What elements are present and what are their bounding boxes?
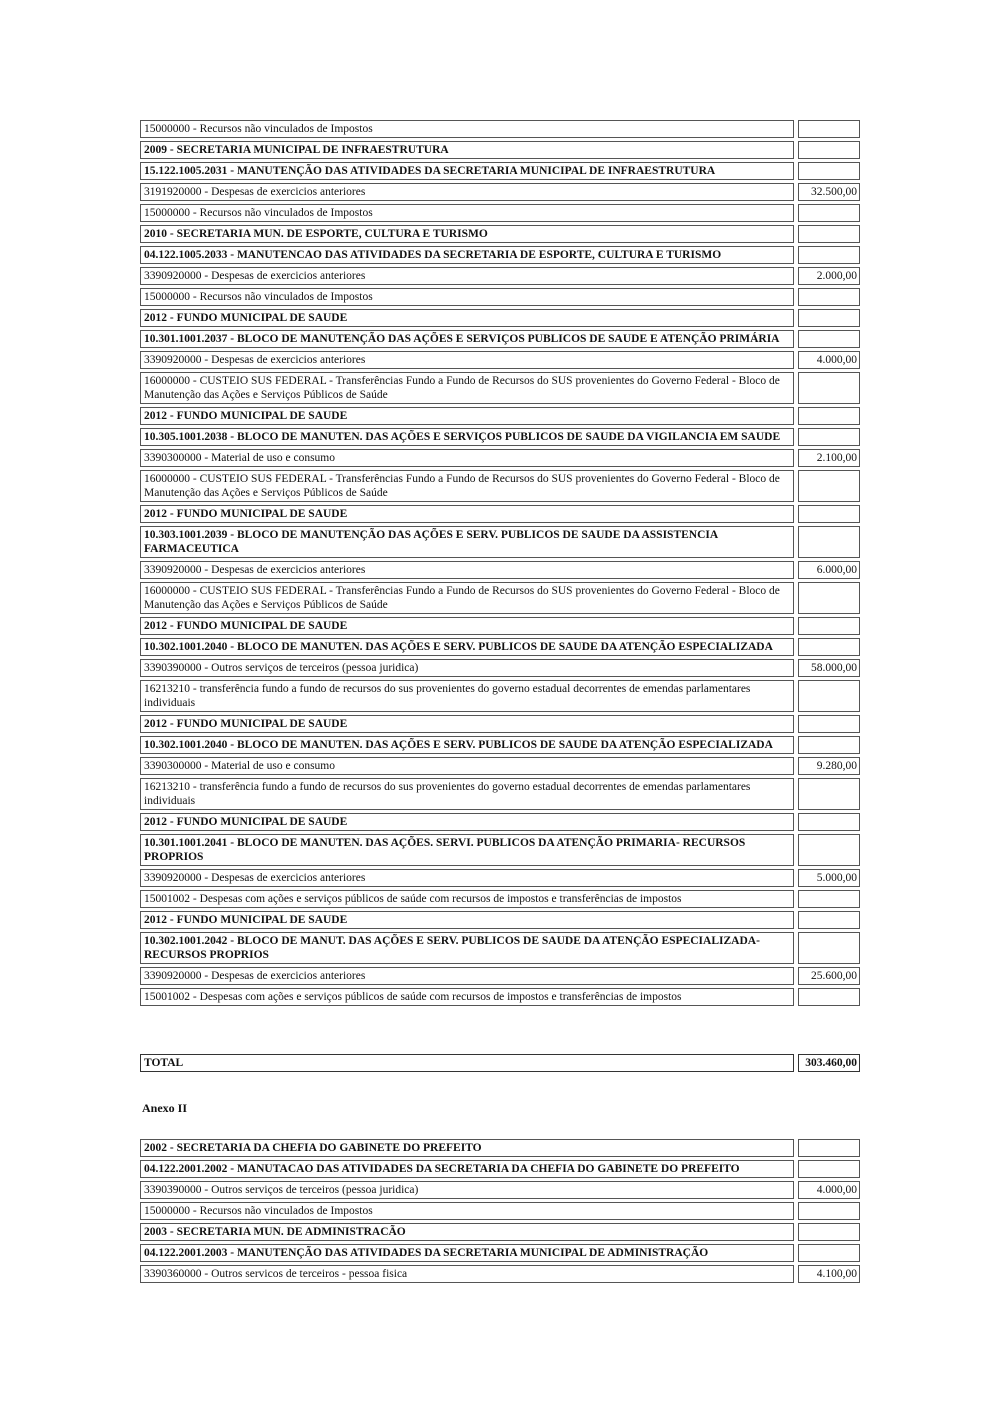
row-value: [798, 120, 860, 138]
table-row: [140, 449, 860, 467]
row-heading: 2012 - FUNDO MUNICIPAL DE SAUDE: [140, 813, 794, 831]
row-value: [798, 470, 860, 502]
row-value: [798, 638, 860, 656]
row-description: 16000000 - CUSTEIO SUS FEDERAL - Transferências Fundo a Fundo de Recursos do SUS provenientes do Governo Federal - Bloco de Manutenção das Ações e Serviços Públicos de Saúde: [140, 582, 794, 614]
table-row: [140, 736, 860, 754]
table-row: [140, 834, 860, 866]
table-row: [140, 526, 860, 558]
row-description: 16000000 - CUSTEIO SUS FEDERAL - Transferências Fundo a Fundo de Recursos do SUS provenientes do Governo Federal - Bloco de Manutenção das Ações e Serviços Públicos de Saúde: [140, 372, 794, 404]
table-row: [140, 1244, 860, 1262]
table-row: [140, 505, 860, 523]
budget-table-1: [140, 120, 860, 1009]
row-description: 3390920000 - Despesas de exercicios anteriores: [140, 869, 794, 887]
table-row: [140, 330, 860, 348]
row-value: [798, 1244, 860, 1262]
row-value: [798, 834, 860, 866]
row-value: 6.000,00: [798, 561, 860, 579]
row-heading: 04.122.1005.2033 - MANUTENCAO DAS ATIVIDADES DA SECRETARIA DE ESPORTE, CULTURA E TURISMO: [140, 246, 794, 264]
row-value: [798, 1139, 860, 1157]
row-description: 3390390000 - Outros serviços de terceiros (pessoa juridica): [140, 659, 794, 677]
row-value: [798, 288, 860, 306]
table-row: [140, 309, 860, 327]
annex-title: Anexo II: [142, 1101, 188, 1115]
row-value: [798, 813, 860, 831]
table-row: [140, 1139, 860, 1157]
row-value: 4.000,00: [798, 1181, 860, 1199]
row-heading: 10.305.1001.2038 - BLOCO DE MANUTEN. DAS AÇÕES E SERVIÇOS PUBLICOS DE SAUDE DA VIGILANCIA EM SAUDE: [140, 428, 794, 446]
table-row: [140, 470, 860, 502]
row-description: 16000000 - CUSTEIO SUS FEDERAL - Transferências Fundo a Fundo de Recursos do SUS provenientes do Governo Federal - Bloco de Manutenção das Ações e Serviços Públicos de Saúde: [140, 470, 794, 502]
table-row: [140, 204, 860, 222]
row-value: [798, 988, 860, 1006]
row-value: [798, 680, 860, 712]
table-row: [140, 890, 860, 908]
row-value: [798, 505, 860, 523]
row-description: 16213210 - transferência fundo a fundo de recursos do sus provenientes do governo estadual decorrentes de emendas parlamentares individuais: [140, 778, 794, 810]
row-heading: 10.302.1001.2040 - BLOCO DE MANUTEN. DAS AÇÕES E SERV. PUBLICOS DE SAUDE DA ATENÇÃO ESPECIALIZADA: [140, 638, 794, 656]
row-value: [798, 204, 860, 222]
table-row: [140, 1265, 860, 1283]
row-heading: 2003 - SECRETARIA MUN. DE ADMINISTRACÃO: [140, 1223, 794, 1241]
row-description: 3390920000 - Despesas de exercicios anteriores: [140, 561, 794, 579]
table-row: [140, 372, 860, 404]
row-description: 3390920000 - Despesas de exercicios anteriores: [140, 967, 794, 985]
table-row: [140, 407, 860, 425]
row-value: 58.000,00: [798, 659, 860, 677]
row-value: [798, 162, 860, 180]
row-value: 4.100,00: [798, 1265, 860, 1283]
row-heading: 10.302.1001.2042 - BLOCO DE MANUT. DAS AÇÕES E SERV. PUBLICOS DE SAUDE DA ATENÇÃO ESPECIALIZADA- RECURSOS PROPRIOS: [140, 932, 794, 964]
table-row: [140, 1181, 860, 1199]
row-heading: 2012 - FUNDO MUNICIPAL DE SAUDE: [140, 309, 794, 327]
row-value: [798, 778, 860, 810]
row-value: [798, 1160, 860, 1178]
table-row: [140, 715, 860, 733]
row-value: [798, 890, 860, 908]
table-row: [140, 680, 860, 712]
row-heading: 10.301.1001.2037 - BLOCO DE MANUTENÇÃO DAS AÇÕES E SERVIÇOS PUBLICOS DE SAUDE E ATENÇÃO PRIMÁRIA: [140, 330, 794, 348]
row-value: 2.100,00: [798, 449, 860, 467]
table-row: [140, 141, 860, 159]
row-value: [798, 911, 860, 929]
table-row: [140, 267, 860, 285]
total-row: [140, 1054, 860, 1072]
row-heading: 10.302.1001.2040 - BLOCO DE MANUTEN. DAS AÇÕES E SERV. PUBLICOS DE SAUDE DA ATENÇÃO ESPECIALIZADA: [140, 736, 794, 754]
total-label: TOTAL: [140, 1054, 794, 1072]
table-row: [140, 225, 860, 243]
row-description: 15001002 - Despesas com ações e serviços públicos de saúde com recursos de impostos e transferências de impostos: [140, 890, 794, 908]
row-value: 9.280,00: [798, 757, 860, 775]
table-row: [140, 428, 860, 446]
table-row: [140, 967, 860, 985]
row-heading: 2009 - SECRETARIA MUNICIPAL DE INFRAESTRUTURA: [140, 141, 794, 159]
row-description: 15000000 - Recursos não vinculados de Impostos: [140, 1202, 794, 1220]
total-value: 303.460,00: [798, 1054, 860, 1072]
table-row: [140, 183, 860, 201]
table-row: [140, 1202, 860, 1220]
row-value: [798, 225, 860, 243]
table-row: [140, 988, 860, 1006]
row-value: [798, 246, 860, 264]
row-heading: 2012 - FUNDO MUNICIPAL DE SAUDE: [140, 715, 794, 733]
row-heading: 2012 - FUNDO MUNICIPAL DE SAUDE: [140, 617, 794, 635]
row-heading: 04.122.2001.2002 - MANUTACAO DAS ATIVIDADES DA SECRETARIA DA CHEFIA DO GABINETE DO PREFEITO: [140, 1160, 794, 1178]
table-row: [140, 246, 860, 264]
row-heading: 2012 - FUNDO MUNICIPAL DE SAUDE: [140, 911, 794, 929]
row-heading: 15.122.1005.2031 - MANUTENÇÃO DAS ATIVIDADES DA SECRETARIA MUNICIPAL DE INFRAESTRUTURA: [140, 162, 794, 180]
table-row: [140, 911, 860, 929]
table-row: [140, 617, 860, 635]
table-row: [140, 869, 860, 887]
table-row: [140, 813, 860, 831]
row-value: [798, 932, 860, 964]
table-row: [140, 351, 860, 369]
row-description: 15000000 - Recursos não vinculados de Impostos: [140, 288, 794, 306]
row-description: 3390300000 - Material de uso e consumo: [140, 757, 794, 775]
row-value: [798, 526, 860, 558]
table-row: [140, 288, 860, 306]
row-heading: 2012 - FUNDO MUNICIPAL DE SAUDE: [140, 407, 794, 425]
row-value: 2.000,00: [798, 267, 860, 285]
row-description: 15000000 - Recursos não vinculados de Impostos: [140, 120, 794, 138]
row-value: [798, 309, 860, 327]
row-value: 25.600,00: [798, 967, 860, 985]
row-value: 32.500,00: [798, 183, 860, 201]
table-row: [140, 659, 860, 677]
table-row: [140, 582, 860, 614]
row-description: 15000000 - Recursos não vinculados de Impostos: [140, 204, 794, 222]
row-value: 4.000,00: [798, 351, 860, 369]
row-value: [798, 617, 860, 635]
row-value: [798, 407, 860, 425]
row-description: 16213210 - transferência fundo a fundo de recursos do sus provenientes do governo estadual decorrentes de emendas parlamentares individuais: [140, 680, 794, 712]
row-description: 3390390000 - Outros serviços de terceiros (pessoa juridica): [140, 1181, 794, 1199]
row-description: 3390360000 - Outros servicos de terceiros - pessoa fisica: [140, 1265, 794, 1283]
budget-table-2: [140, 1139, 860, 1286]
row-description: 3390920000 - Despesas de exercicios anteriores: [140, 267, 794, 285]
row-value: [798, 715, 860, 733]
row-heading: 10.301.1001.2041 - BLOCO DE MANUTEN. DAS AÇÕES. SERVI. PUBLICOS DA ATENÇÃO PRIMARIA- RECURSOS PROPRIOS: [140, 834, 794, 866]
row-value: 5.000,00: [798, 869, 860, 887]
row-value: [798, 428, 860, 446]
row-value: [798, 330, 860, 348]
row-value: [798, 141, 860, 159]
table-row: [140, 778, 860, 810]
row-description: 3191920000 - Despesas de exercicios anteriores: [140, 183, 794, 201]
row-description: 3390920000 - Despesas de exercicios anteriores: [140, 351, 794, 369]
row-value: [798, 736, 860, 754]
row-value: [798, 1223, 860, 1241]
table-row: [140, 638, 860, 656]
table-row: [140, 561, 860, 579]
table-row: [140, 162, 860, 180]
table-row: [140, 757, 860, 775]
table-row: [140, 932, 860, 964]
table-row: [140, 1160, 860, 1178]
row-heading: 2002 - SECRETARIA DA CHEFIA DO GABINETE DO PREFEITO: [140, 1139, 794, 1157]
row-description: 3390300000 - Material de uso e consumo: [140, 449, 794, 467]
row-value: [798, 582, 860, 614]
row-value: [798, 372, 860, 404]
row-description: 15001002 - Despesas com ações e serviços públicos de saúde com recursos de impostos e transferências de impostos: [140, 988, 794, 1006]
row-heading: 2012 - FUNDO MUNICIPAL DE SAUDE: [140, 505, 794, 523]
row-heading: 2010 - SECRETARIA MUN. DE ESPORTE, CULTURA E TURISMO: [140, 225, 794, 243]
row-value: [798, 1202, 860, 1220]
row-heading: 04.122.2001.2003 - MANUTENÇÃO DAS ATIVIDADES DA SECRETARIA MUNICIPAL DE ADMINISTRAÇÃO: [140, 1244, 794, 1262]
row-heading: 10.303.1001.2039 - BLOCO DE MANUTENÇÃO DAS AÇÕES E SERV. PUBLICOS DE SAUDE DA ASSISTENCIA FARMACEUTICA: [140, 526, 794, 558]
table-row: [140, 1223, 860, 1241]
table-row: [140, 120, 860, 138]
